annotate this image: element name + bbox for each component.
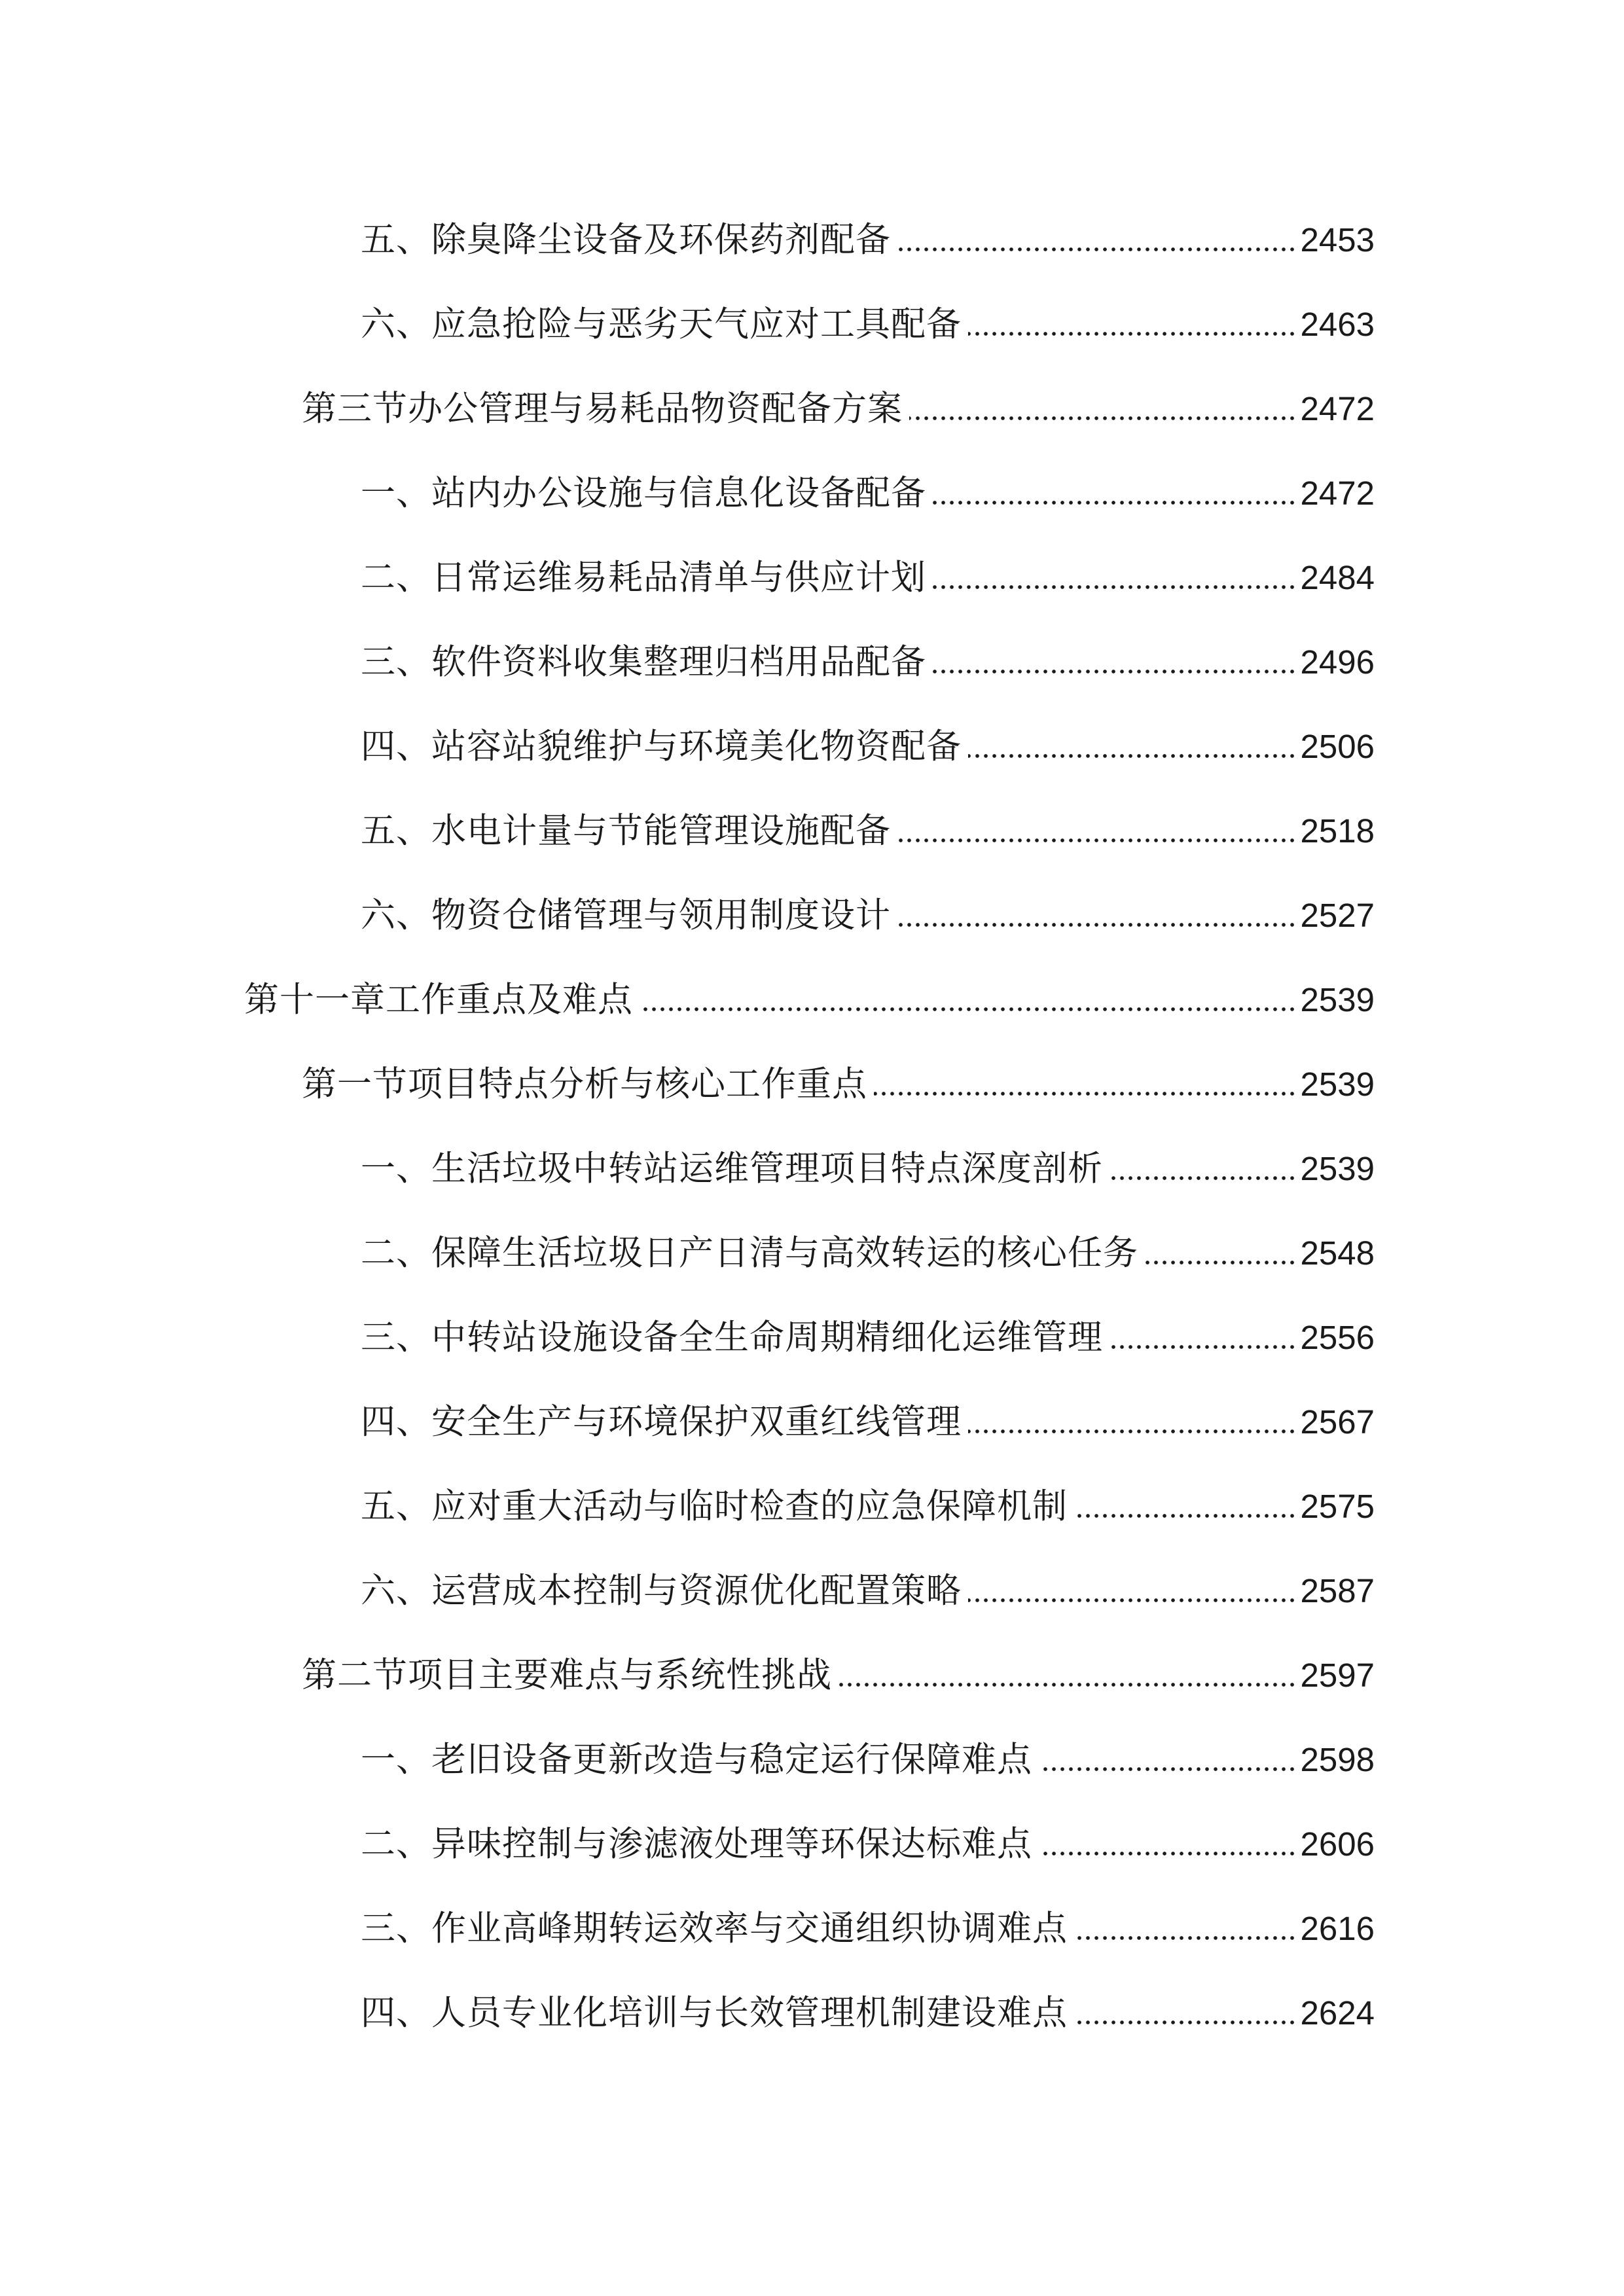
toc-entry-title: 四、站容站貌维护与环境美化物资配备 — [361, 726, 962, 766]
toc-entry-title: 四、安全生产与环境保护双重红线管理 — [361, 1402, 962, 1442]
toc-entry-page: 2606 — [1300, 1825, 1375, 1863]
dot-leader — [1074, 1513, 1297, 1518]
toc-entry-title: 六、运营成本控制与资源优化配置策略 — [361, 1571, 962, 1611]
toc-entry[interactable] — [361, 711, 1375, 783]
toc-entry-title: 二、保障生活垃圾日产日清与高效转运的核心任务 — [361, 1233, 1138, 1273]
toc-entry-title: 五、水电计量与节能管理设施配备 — [361, 811, 891, 851]
toc-entry-title: 一、生活垃圾中转站运维管理项目特点深度剖析 — [361, 1149, 1103, 1189]
dot-leader — [897, 838, 1297, 843]
toc-entry[interactable] — [361, 1217, 1375, 1289]
toc-entry-title: 六、物资仓储管理与领用制度设计 — [361, 895, 891, 935]
toc-entry[interactable] — [361, 1977, 1375, 2049]
toc-entry-title: 第二节项目主要难点与系统性挑战 — [302, 1655, 832, 1695]
dot-leader — [1110, 1344, 1297, 1350]
toc-entry[interactable] — [361, 1471, 1375, 1543]
toc-entry-title: 三、作业高峰期转运效率与交通组织协调难点 — [361, 1909, 1068, 1948]
toc-entry-title: 一、老旧设备更新改造与稳定运行保障难点 — [361, 1740, 1032, 1780]
toc-entry-title: 二、日常运维易耗品清单与供应计划 — [361, 558, 926, 598]
toc-entry[interactable] — [361, 204, 1375, 276]
toc-entry-page: 2548 — [1300, 1234, 1375, 1272]
dot-leader — [933, 584, 1297, 590]
toc-entry-title: 六、应急抢险与恶劣天气应对工具配备 — [361, 304, 962, 344]
dot-leader — [968, 753, 1297, 759]
toc-entry-title: 五、除臭降尘设备及环保药剂配备 — [361, 220, 891, 260]
toc-entry-page: 2598 — [1300, 1741, 1375, 1778]
toc-entry-page: 2575 — [1300, 1488, 1375, 1525]
toc-entry-page: 2506 — [1300, 728, 1375, 765]
toc-entry-page: 2472 — [1300, 475, 1375, 512]
dot-leader — [1039, 1851, 1297, 1856]
dot-leader — [640, 1007, 1297, 1012]
dot-leader — [839, 1682, 1297, 1687]
toc-entry-page: 2539 — [1300, 1150, 1375, 1187]
dot-leader — [1074, 1935, 1297, 1941]
toc-entry[interactable] — [361, 1893, 1375, 1965]
toc-entry[interactable] — [361, 880, 1375, 952]
toc-entry[interactable] — [361, 289, 1375, 361]
toc-entry-title: 第十一章工作重点及难点 — [244, 980, 633, 1020]
dot-leader — [1110, 1175, 1297, 1181]
toc-entry[interactable] — [361, 795, 1375, 867]
toc-entry-page: 2556 — [1300, 1319, 1375, 1356]
toc-entry[interactable] — [361, 457, 1375, 529]
toc-entry-page: 2616 — [1300, 1910, 1375, 1947]
toc-entry-title: 第三节办公管理与易耗品物资配备方案 — [302, 389, 903, 429]
toc-entry-page: 2453 — [1300, 221, 1375, 259]
dot-leader — [933, 500, 1297, 505]
toc-entry-page: 2539 — [1300, 981, 1375, 1018]
toc-entry-title: 三、软件资料收集整理归档用品配备 — [361, 642, 926, 682]
toc-entry[interactable] — [302, 1049, 1375, 1121]
toc-entry[interactable] — [361, 1133, 1375, 1205]
dot-leader — [909, 416, 1297, 421]
toc-entry-page: 2597 — [1300, 1657, 1375, 1694]
toc-entry-page: 2567 — [1300, 1403, 1375, 1441]
toc-entry-page: 2539 — [1300, 1066, 1375, 1103]
toc-entry-page: 2587 — [1300, 1572, 1375, 1609]
dot-leader — [968, 1598, 1297, 1603]
toc-entry-title: 二、异味控制与渗滤液处理等环保达标难点 — [361, 1824, 1032, 1864]
toc-entry-page: 2496 — [1300, 643, 1375, 681]
toc-entry[interactable] — [361, 1302, 1375, 1374]
dot-leader — [933, 669, 1297, 674]
toc-entry[interactable] — [361, 542, 1375, 614]
dot-leader — [1145, 1260, 1297, 1265]
toc-entry-page: 2518 — [1300, 812, 1375, 850]
toc-entry-title: 五、应对重大活动与临时检查的应急保障机制 — [361, 1486, 1068, 1526]
dot-leader — [874, 1091, 1297, 1096]
toc-entry-title: 三、中转站设施设备全生命周期精细化运维管理 — [361, 1318, 1103, 1357]
toc-entry-title: 四、人员专业化培训与长效管理机制建设难点 — [361, 1993, 1068, 2033]
toc-entry-page: 2484 — [1300, 559, 1375, 596]
toc-entry[interactable] — [244, 964, 1375, 1036]
toc-entry-page: 2463 — [1300, 306, 1375, 343]
toc-entry[interactable] — [361, 1386, 1375, 1458]
dot-leader — [1074, 2020, 1297, 2025]
dot-leader — [897, 247, 1297, 252]
toc-entry-page: 2472 — [1300, 390, 1375, 427]
dot-leader — [1039, 1767, 1297, 1772]
toc-entry-page: 2527 — [1300, 897, 1375, 934]
toc-entry[interactable] — [361, 1724, 1375, 1796]
dot-leader — [968, 1429, 1297, 1434]
toc-entry[interactable] — [302, 373, 1375, 445]
toc-entry-title: 一、站内办公设施与信息化设备配备 — [361, 473, 926, 513]
toc-entry-page: 2624 — [1300, 1994, 1375, 2032]
toc-entry[interactable] — [302, 1640, 1375, 1712]
dot-leader — [897, 922, 1297, 927]
toc-entry[interactable] — [361, 626, 1375, 698]
toc-entry[interactable] — [361, 1555, 1375, 1627]
toc-entry-title: 第一节项目特点分析与核心工作重点 — [302, 1064, 867, 1104]
dot-leader — [968, 331, 1297, 336]
toc-entry[interactable] — [361, 1808, 1375, 1880]
